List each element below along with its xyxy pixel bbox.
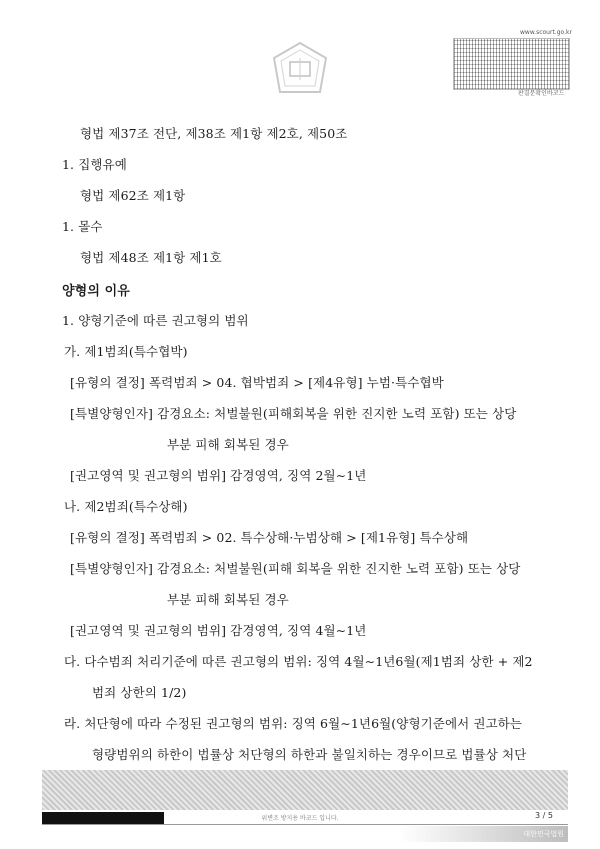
body-line: [유형의 결정] 폭력범죄 > 04. 협박범죄 > [제4유형] 누범·특수협박 xyxy=(70,375,444,390)
body-line: 형량범위의 하한이 법률상 처단형의 하한과 불일치하는 경우이므로 법률상 처단 xyxy=(92,747,527,762)
law-reference-line: 형법 제62조 제1항 xyxy=(80,188,186,203)
body-line: [유형의 결정] 폭력범죄 > 02. 특수상해·누범상해 > [제1유형] 특수상해 xyxy=(70,530,469,545)
law-reference-line: 형법 제48조 제1항 제1호 xyxy=(80,250,222,265)
footer-divider xyxy=(42,824,568,825)
law-reference-line: 형법 제37조 전단, 제38조 제1항 제2호, 제50조 xyxy=(80,126,348,141)
footer-security-pattern xyxy=(42,770,568,810)
subsection-heading: 가. 제1범죄(특수협박) xyxy=(64,344,188,359)
court-name: 대한민국법원 xyxy=(523,830,564,838)
sentencing-reasons-heading: 양형의 이유 xyxy=(62,284,130,299)
page-number: 3 / 5 xyxy=(535,811,553,820)
verification-barcode xyxy=(453,38,570,90)
section-confiscation: 1. 몰수 xyxy=(62,219,103,234)
qr-caption: 판결문확인바코드 xyxy=(518,90,565,97)
section-heading: 1. 양형기준에 따른 권고형의 범위 xyxy=(62,313,249,328)
subsection-heading: 다. 다수범죄 처리기준에 따른 권고형의 범위: 징역 4월∼1년6월(제1범죄 상한 + 제2 xyxy=(64,654,533,669)
subsection-heading: 라. 처단형에 따라 수정된 권고형의 범위: 징역 6월∼1년6월(양형기준에서 권고하는 xyxy=(64,716,523,731)
body-line: 범죄 상한의 1/2) xyxy=(92,685,187,700)
qr-url: www.scourt.go.kr xyxy=(520,29,572,36)
section-probation: 1. 집행유예 xyxy=(62,157,127,172)
body-line: [특별양형인자] 감경요소: 처벌불원(피해회복을 위한 진지한 노력 포함) 또는 상당 xyxy=(70,406,517,421)
body-line: [권고영역 및 권고형의 범위] 감경영역, 징역 2월∼1년 xyxy=(70,468,367,483)
footer-notice: 위변조 방지용 바코드 입니다. xyxy=(261,815,339,822)
body-line: [권고영역 및 권고형의 범위] 감경영역, 징역 4월∼1년 xyxy=(70,623,367,638)
court-emblem-icon xyxy=(270,40,330,100)
body-line: [특별양형인자] 감경요소: 처벌불원(피해 회복을 위한 진지한 노력 포함) 또는 상당 xyxy=(70,561,521,576)
footer-court-banner xyxy=(400,826,568,842)
body-line: 부분 피해 회복된 경우 xyxy=(167,592,289,607)
body-line: 부분 피해 회복된 경우 xyxy=(167,437,289,452)
subsection-heading: 나. 제2범죄(특수상해) xyxy=(64,499,188,514)
